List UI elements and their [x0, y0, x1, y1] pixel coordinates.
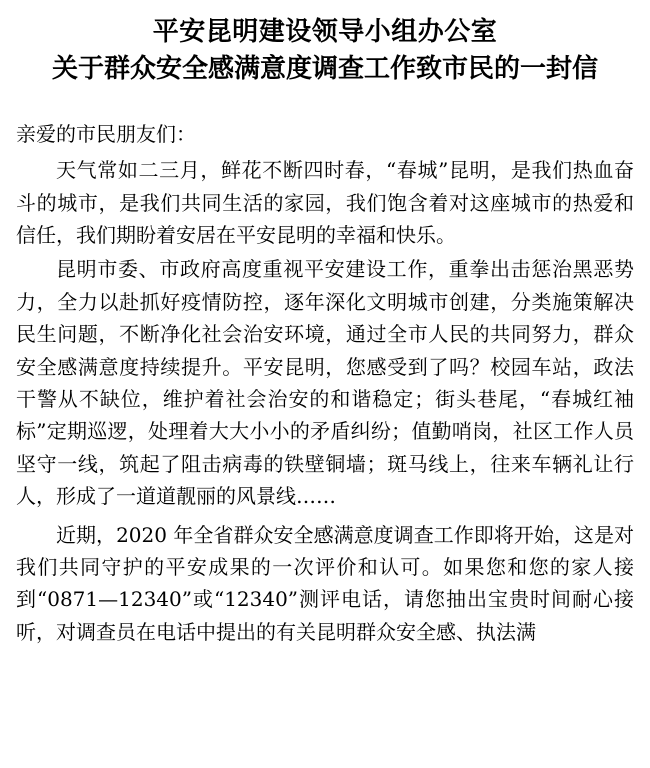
document-title [12, 14, 638, 88]
paragraph: 天气常如二三月，鲜花不断四时春，“春城”昆明，是我们热血奋斗的城市，是我们共同生活的家园，我们饱含着对这座城市的热爱和信任，我们期盼着安居在平安昆明的幸福和快乐。 [16, 158, 634, 247]
salutation: 亲爱的市民朋友们： [16, 121, 196, 146]
title-line-2: 关于群众安全感满意度调查工作致市民的一封信 [51, 53, 598, 84]
paragraph: 近期，2020 年全省群众安全感满意度调查工作即将开始，这是对我们共同守护的平安成果的一次评价和认可。如果您和您的家人接到“0871—12340”或“12340”测评电话，请您抽出宝贵时间耐心接听，对调查员在电话中提出的有关昆明群众安全感、执法满 [16, 522, 634, 644]
document-body [12, 118, 638, 648]
paragraph: 昆明市委、市政府高度重视平安建设工作，重拳出击惩治黑恶势力，全力以赴抓好疫情防控，逐年深化文明城市创建，分类施策解决民生问题，不断净化社会治安环境，通过全市人民的共同努力，群众安全感满意度持续提升。平安昆明，您感受到了吗？校园车站，政法干警从不缺位，维护着社会治安的和谐稳定；街头巷尾，“春城红袖标”定期巡逻，处理着大大小小的矛盾纠纷；值勤哨岗，社区工作人员坚守一线，筑起了阻击病毒的铁壁铜墙；斑马线上，往来车辆礼让行人，形成了一道道靓丽的风景线…… [16, 257, 634, 509]
title-line-1: 平安昆明建设领导小组办公室 [152, 17, 498, 47]
